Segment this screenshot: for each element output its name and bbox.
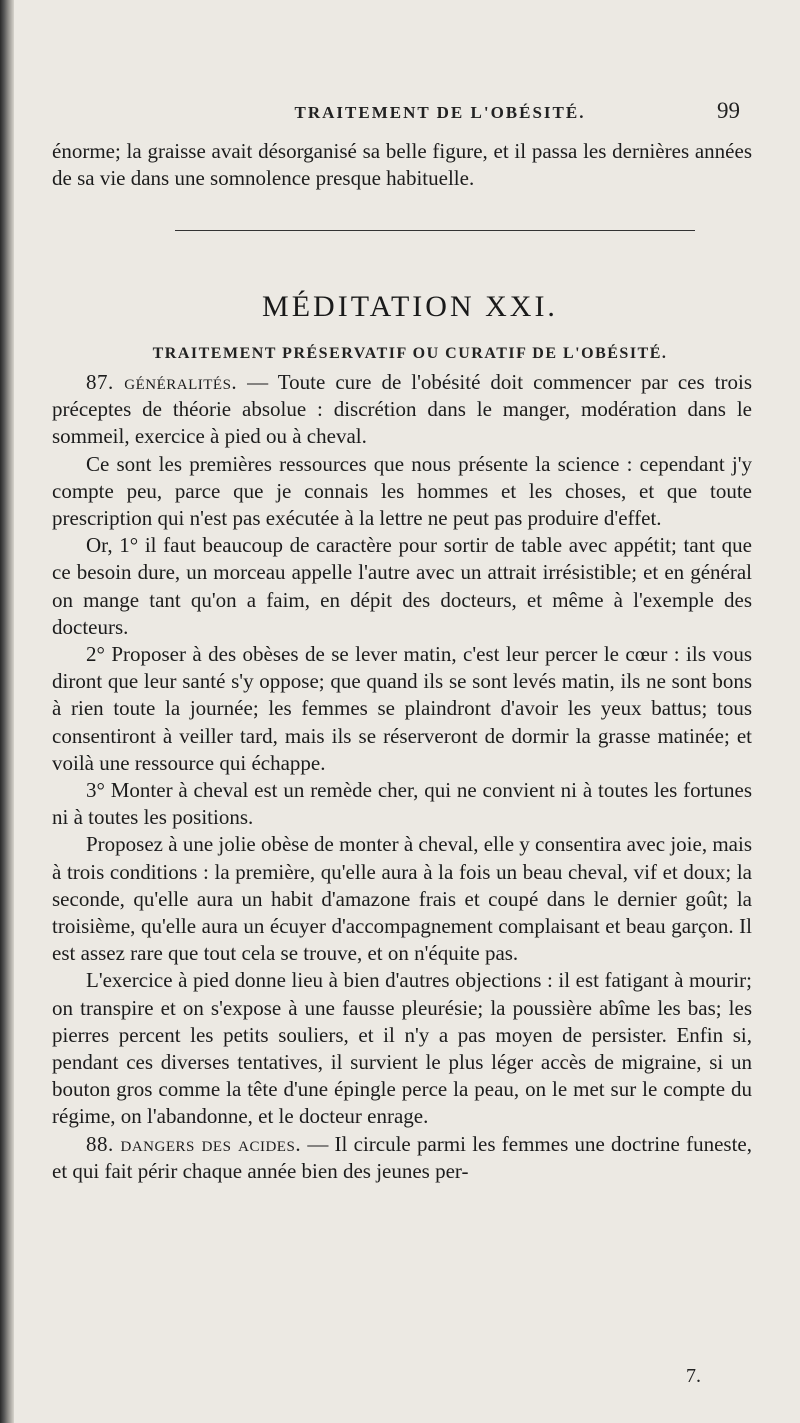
paragraph-text: — Il circule parmi les femmes une doctrine funeste, et qui fait périr chaque année bien des jeunes per- [52, 1131, 752, 1183]
paragraph [52, 777, 752, 831]
page-number: 99 [717, 98, 740, 123]
running-head: TRAITEMENT DE L'OBÉSITÉ. [294, 103, 586, 122]
paragraph-text: Proposez à une jolie obèse de monter à cheval, elle y consentira avec joie, mais à trois conditions : la première, qu'elle aura à la fois un beau cheval, vif et doux; la seconde, qu'elle aura un habit d'amazone frais et coupé dans le dernier goût; la troisième, qu'elle aura un écuyer d'accompagnement complaisant et beau garçon. Il est assez rare que tout cela se trouve, et on n'équite pas. [52, 832, 752, 966]
paragraph-lead: 87. généralités. [86, 370, 238, 394]
section-divider [175, 230, 695, 231]
paragraph [52, 451, 752, 533]
paragraph-text: Or, 1° il faut beaucoup de caractère pour sortir de table avec appétit; tant que ce besoin dure, un morceau appelle l'autre avec un attrait irrésistible; et en général on mange tant qu'on a faim, en dépit des docteurs, et même à l'exemple des docteurs. [52, 533, 752, 639]
paragraph-lead: 88. dangers des acides. [86, 1131, 302, 1156]
section-title: MÉDITATION XXI. [262, 290, 558, 323]
paragraph [52, 831, 752, 967]
section-subtitle: TRAITEMENT PRÉSERVATIF OU CURATIF DE L'OBÉSITÉ. [152, 345, 668, 362]
continued-paragraph [52, 138, 752, 192]
paragraph [52, 532, 752, 641]
body-text [52, 369, 752, 1185]
paragraph-88 [52, 1131, 752, 1185]
paragraph-text: Ce sont les premières ressources que nous présente la science : cependant j'y compte peu, parce que je connais les hommes et les choses, et que toute prescription qui n'est pas exécutée à la lettre ne peut pas produire d'effet. [52, 451, 752, 531]
paragraph-text: 3° Monter à cheval est un remède cher, qui ne convient ni à toutes les fortunes ni à toutes les positions. [52, 778, 752, 830]
binding-shadow [0, 0, 14, 1423]
paragraph-text: L'exercice à pied donne lieu à bien d'autres objections : il est fatigant à mourir; on transpire et on s'expose à une fausse pleurésie; la poussière abîme les bas; les pierres percent les petits souliers, et il n'y a pas moyen de persister. Enfin si, pendant ces diverses tentatives, il survient le plus léger accès de migraine, si un bouton gros comme la tête d'une épingle perce la peau, on le met sur le compte du régime, on l'abandonne, et le docteur enrage. [52, 968, 752, 1129]
paragraph [52, 967, 752, 1130]
paragraph-87 [52, 369, 752, 451]
signature-mark: 7. [686, 1365, 701, 1387]
paragraph-text: 2° Proposer à des obèses de se lever matin, c'est leur percer le cœur : ils vous diront que leur santé s'y oppose; que quand ils se sont levés matin, ils ne sont bons à rien toute la journée; les femmes se plaindront d'avoir les yeux battus; tous consentiront à veiller tard, mais ils se réserveront de dormir la grasse matinée; et voilà une ressource qui échappe. [52, 642, 752, 775]
paragraph [52, 641, 752, 777]
paragraph-text: — Toute cure de l'obésité doit commencer par ces trois préceptes de théorie absolue : discrétion dans le manger, modération dans le sommeil, exercice à pied ou à cheval. [52, 370, 752, 449]
intro-text: énorme; la graisse avait désorganisé sa belle figure, et il passa les dernières années de sa vie dans une somnolence presque habituelle. [52, 139, 752, 191]
